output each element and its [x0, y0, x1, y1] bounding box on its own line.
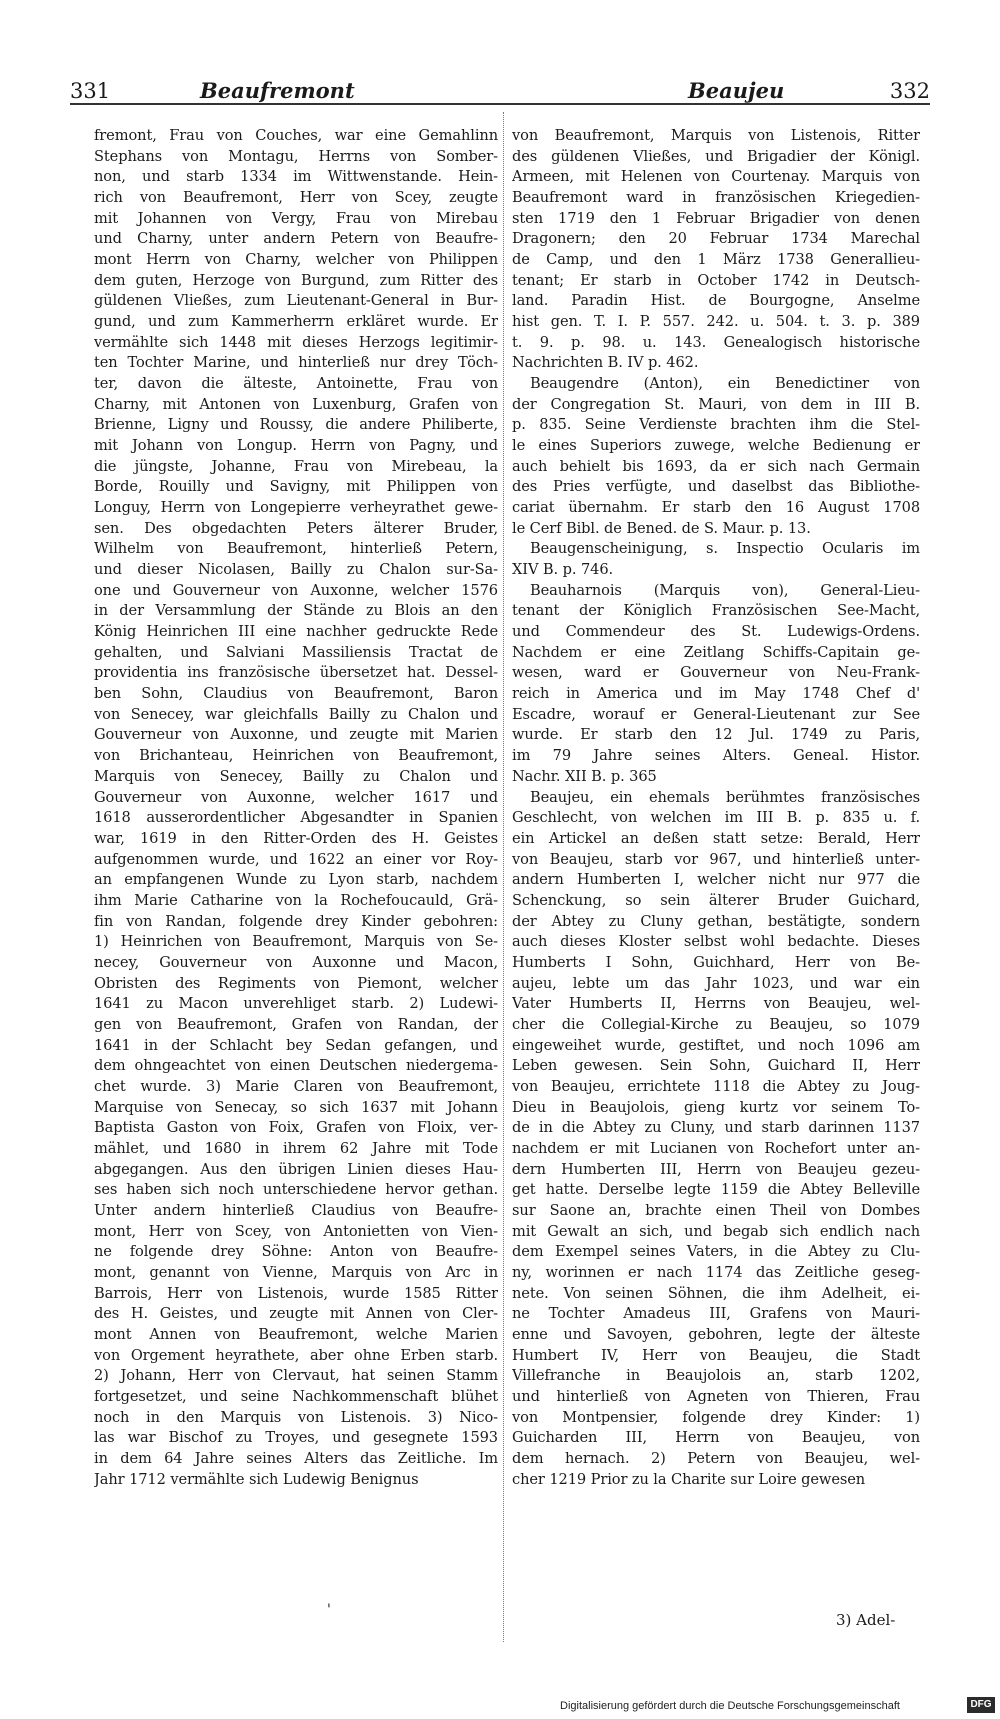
- text-line: get hatte. Derselbe legte 1159 die Abtey Belleville: [512, 1181, 920, 1199]
- text-line: sen. Des obgedachten Peters älterer Bruder,: [94, 519, 498, 537]
- text-line: las war Bischof zu Troyes, und gesegnete 1593: [94, 1429, 498, 1447]
- text-line: Brienne, Ligny und Roussy, die andere Philiberte,: [94, 416, 498, 434]
- text-line: fremont, Frau von Couches, war eine Gemahlinn: [94, 127, 498, 144]
- text-line: Beauharnois (Marquis von), General-Lieu-: [530, 581, 920, 599]
- text-line: XIV B. p. 746.: [512, 561, 614, 579]
- text-line: Nachrichten B. IV p. 462.: [512, 354, 699, 372]
- text-line: König Heinrichen III eine nachher gedruckte Rede: [94, 623, 498, 641]
- text-line: Barrois, Herr von Listenois, wurde 1585 Ritter: [94, 1284, 498, 1302]
- text-line: Charny, mit Antonen von Luxenburg, Grafen von: [94, 395, 498, 413]
- text-line: im 79 Jahre seines Alters. Geneal. Histor.: [512, 747, 920, 765]
- header-rule: [70, 103, 930, 105]
- text-line: 2) Johann, Herr von Clervaut, hat seinen Stamm: [94, 1367, 498, 1385]
- text-line: sur Saone an, brachte einen Theil von Dombes: [512, 1201, 920, 1219]
- text-line: ten Tochter Marine, und hinterließ nur drey Töch-: [94, 354, 498, 372]
- text-line: wurde. Er starb den 12 Jul. 1749 zu Paris,: [512, 726, 920, 744]
- text-line: noch in den Marquis von Listenois. 3) Nico-: [94, 1408, 498, 1426]
- left-text-column: [94, 126, 498, 1490]
- text-line: land. Paradin Hist. de Bourgogne, Anselme: [512, 292, 920, 310]
- text-line: 1) Heinrichen von Beaufremont, Marquis von Se-: [94, 933, 498, 951]
- text-line: der Congregation St. Mauri, von dem in III B.: [512, 395, 920, 413]
- text-line: von Senecey, war gleichfalls Bailly zu Chalon und: [94, 705, 498, 723]
- text-line: ses haben sich noch unterschiedene hervor gethan.: [94, 1181, 498, 1199]
- text-line: fin von Randan, folgende drey Kinder gebohren:: [94, 912, 498, 930]
- text-line: war, 1619 in den Ritter-Orden des H. Geistes: [94, 829, 498, 847]
- text-line: hist gen. T. I. P. 557. 242. u. 504. t. 3. p. 389: [512, 313, 920, 331]
- dfg-logo: DFG: [967, 1697, 995, 1713]
- text-line: dem guten, Herzoge von Burgund, zum Ritter des: [94, 271, 498, 289]
- text-line: Vater Humberts II, Herrns von Beaujeu, wel-: [512, 995, 920, 1013]
- text-line: auch behielt bis 1693, da er sich nach Germain: [512, 457, 920, 475]
- text-line: und Commendeur des St. Ludewigs-Ordens.: [512, 623, 920, 641]
- right-text-column: [512, 126, 920, 1490]
- text-line: Schenckung, so sein älterer Bruder Guichard,: [512, 891, 920, 909]
- text-line: an empfangenen Wunde zu Lyon starb, nachdem: [94, 871, 498, 889]
- text-line: enne und Savoyen, gebohren, legte der älteste: [512, 1325, 920, 1343]
- text-line: ter, davon die älteste, Antoinette, Frau von: [94, 375, 498, 393]
- text-line: Dragonern; den 20 Februar 1734 Marechal: [512, 230, 920, 248]
- text-line: t. 9. p. 98. u. 143. Genealogisch historische: [512, 333, 920, 351]
- text-line: le Cerf Bibl. de Bened. de S. Maur. p. 13.: [512, 519, 811, 537]
- text-line: le eines Superiors zuwege, welche Bedienung er: [512, 437, 920, 455]
- text-line: 1618 ausserordentlicher Abgesandter in Spanien: [94, 809, 498, 827]
- text-line: von Montpensier, folgende drey Kinder: 1): [512, 1408, 920, 1426]
- text-line: andern Humberten I, welcher nicht nur 977 die: [512, 871, 920, 889]
- running-header: [70, 76, 930, 116]
- text-line: ben Sohn, Claudius von Beaufremont, Baron: [94, 685, 498, 703]
- text-line: Wilhelm von Beaufremont, hinterließ Petern,: [94, 540, 498, 558]
- text-line: fortgesetzet, und seine Nachkommenschaft blühet: [94, 1387, 498, 1405]
- text-line: Obristen des Regiments von Piemont, welcher: [94, 974, 498, 992]
- stray-mark: ': [327, 1602, 331, 1618]
- text-line: und dieser Nicolasen, Bailly zu Chalon sur-Sa-: [94, 561, 498, 579]
- text-line: one und Gouverneur von Auxonne, welcher 1576: [94, 581, 498, 599]
- text-line: mit Johann von Longup. Herrn von Pagny, und: [94, 437, 498, 455]
- text-line: von Brichanteau, Heinrichen von Beaufremont,: [94, 747, 498, 765]
- text-line: Baptista Gaston von Foix, Grafen von Floix, ver-: [94, 1119, 498, 1137]
- text-line: auch dieses Kloster selbst wohl bedachte. Dieses: [512, 933, 920, 951]
- text-line: mählet, und 1680 in ihrem 62 Jahre mit Tode: [94, 1139, 498, 1157]
- text-line: Leben gewesen. Sein Sohn, Guichard II, Herr: [512, 1057, 920, 1075]
- text-line: ne folgende drey Söhne: Anton von Beaufre-: [94, 1243, 498, 1261]
- text-line: Nachdem er eine Zeitlang Schiffs-Capitain ge-: [512, 643, 920, 661]
- text-line: non, und starb 1334 im Wittwenstande. Hein-: [94, 168, 498, 186]
- text-line: Borde, Rouilly und Savigny, mit Philippen von: [94, 478, 498, 496]
- text-line: in dem 64 Jahre seines Alters das Zeitliche. Im: [94, 1450, 498, 1467]
- text-line: Dieu in Beaujolois, gieng kurtz vor seinem To-: [512, 1098, 920, 1116]
- text-line: Armeen, mit Helenen von Courtenay. Marquis von: [512, 168, 920, 186]
- text-line: ein Artickel an deßen statt setze: Berald, Herr: [512, 829, 920, 847]
- text-line: wesen, ward er Gouverneur von Neu-Frank-: [512, 664, 920, 682]
- text-line: mont Herrn von Charny, welcher von Philippen: [94, 251, 498, 269]
- text-line: Unter andern hinterließ Claudius von Beaufre-: [94, 1201, 498, 1219]
- text-line: Villefranche in Beaujolois an, starb 1202,: [512, 1367, 920, 1385]
- text-line: Beaujeu, ein ehemals berühmtes französisches: [530, 788, 920, 806]
- text-line: und Charny, unter andern Petern von Beaufre-: [94, 230, 498, 248]
- text-line: Guicharden III, Herrn von Beaujeu, von: [512, 1429, 920, 1447]
- text-line: tenant; Er starb in October 1742 in Deutsch-: [512, 271, 920, 289]
- page-number-right: 332: [889, 79, 930, 103]
- text-line: mont Annen von Beaufremont, welche Marien: [94, 1325, 498, 1343]
- text-line: von Orgement heyrathete, aber ohne Erben starb.: [94, 1346, 498, 1364]
- text-line: Gouverneur von Auxonne, und zeugte mit Marien: [94, 726, 498, 744]
- text-line: Humbert IV, Herr von Beaujeu, die Stadt: [512, 1346, 920, 1364]
- text-line: nete. Von seinen Söhnen, die ihm Adelheit, ei-: [512, 1284, 920, 1302]
- text-line: Longuy, Herrn von Longepierre verheyrathet gewe-: [94, 499, 498, 517]
- text-line: ne Tochter Amadeus III, Grafens von Mauri-: [512, 1305, 920, 1323]
- text-line: reich in America und im May 1748 Chef d': [512, 685, 920, 703]
- text-line: Escadre, worauf er General-Lieutenant zur See: [512, 705, 920, 723]
- running-head-left: Beaufremont: [200, 78, 355, 103]
- text-line: tenant der Königlich Französischen See-Macht,: [512, 602, 920, 620]
- text-line: de Camp, und den 1 März 1738 Generallieu-: [512, 251, 920, 269]
- text-line: von Beaufremont, Marquis von Listenois, Ritter: [512, 127, 920, 144]
- text-line: abgegangen. Aus den übrigen Linien dieses Hau-: [94, 1160, 498, 1178]
- catchword: 3) Adel-: [836, 1611, 896, 1629]
- text-line: von Beaujeu, starb vor 967, und hinterließ unter-: [512, 850, 920, 868]
- text-line: dem ohngeachtet von einen Deutschen niedergema-: [94, 1057, 498, 1075]
- text-line: gund, und zum Kammerherrn erkläret wurde. Er: [94, 313, 498, 331]
- text-line: cher 1219 Prior zu la Charite sur Loire gewesen: [512, 1470, 866, 1488]
- text-line: cariat übernahm. Er starb den 16 August 1708: [512, 499, 920, 517]
- text-line: Geschlecht, von welchen im III B. p. 835 u. f.: [512, 809, 920, 827]
- text-line: Humberts I Sohn, Guichhard, Herr von Be-: [512, 953, 920, 971]
- text-line: sten 1719 den 1 Februar Brigadier von denen: [512, 209, 920, 227]
- text-line: und hinterließ von Agneten von Thieren, Frau: [512, 1387, 920, 1405]
- text-line: die jüngste, Johanne, Frau von Mirebeau, la: [94, 457, 498, 475]
- text-line: Beaugenscheinigung, s. Inspectio Ocularis im: [530, 540, 920, 558]
- text-line: Gouverneur von Auxonne, welcher 1617 und: [94, 788, 498, 806]
- text-line: aujeu, lebte um das Jahr 1023, und war ein: [512, 974, 920, 992]
- text-line: vermählte sich 1448 mit dieses Herzogs legitimir-: [94, 333, 498, 351]
- text-line: Stephans von Montagu, Herrns von Somber-: [94, 147, 498, 165]
- text-line: dem Exempel seines Vaters, in die Abtey zu Clu-: [512, 1243, 920, 1261]
- text-line: mont, Herr von Scey, von Antonietten von Vien-: [94, 1222, 498, 1240]
- text-line: rich von Beaufremont, Herr von Scey, zeugte: [94, 189, 498, 207]
- text-line: mit Johannen von Vergy, Frau von Mirebau: [94, 209, 498, 227]
- text-line: eingeweihet wurde, gestiftet, und noch 1096 am: [512, 1036, 920, 1054]
- text-line: mont, genannt von Vienne, Marquis von Arc in: [94, 1263, 498, 1281]
- text-line: Nachr. XII B. p. 365: [512, 767, 657, 785]
- text-line: ny, worinnen er nach 1174 das Zeitliche geseg-: [512, 1263, 920, 1281]
- text-line: providentia ins französische übersetzet hat. Dessel-: [94, 664, 498, 682]
- text-line: p. 835. Seine Verdienste brachten ihm die Stel-: [512, 416, 920, 434]
- text-line: 1641 in der Schlacht bey Sedan gefangen, und: [94, 1036, 498, 1054]
- text-line: in der Versammlung der Stände zu Blois an den: [94, 602, 498, 620]
- column-divider: [503, 112, 504, 1642]
- text-line: güldenen Vließes, zum Lieutenant-General in Bur-: [94, 292, 498, 310]
- text-line: 1641 zu Macon unverehliget starb. 2) Ludewi-: [94, 995, 498, 1013]
- text-line: Marquise von Senecay, so sich 1637 mit Johann: [94, 1098, 498, 1116]
- text-line: de in die Abtey zu Cluny, und starb darinnen 1137: [512, 1119, 920, 1137]
- page-number-left: 331: [70, 79, 111, 103]
- text-line: Marquis von Senecey, Bailly zu Chalon und: [94, 767, 498, 785]
- text-line: nachdem er mit Lucianen von Rochefort unter an-: [512, 1139, 920, 1157]
- text-line: dern Humberten III, Herrn von Beaujeu gezeu-: [512, 1160, 920, 1178]
- running-head-right: Beaujeu: [688, 78, 785, 103]
- text-line: gen von Beaufremont, Grafen von Randan, der: [94, 1015, 498, 1033]
- text-line: aufgenommen wurde, und 1622 an einer vor Roy-: [94, 850, 498, 868]
- text-line: mit Gewalt an sich, und begab sich endlich nach: [512, 1222, 920, 1240]
- text-line: Beaugendre (Anton), ein Benedictiner von: [530, 375, 920, 393]
- text-line: necey, Gouverneur von Auxonne und Macon,: [94, 953, 498, 971]
- text-line: des Pries verfügte, und daselbst das Bibliothe-: [512, 478, 920, 496]
- text-line: ihm Marie Catharine von la Rochefoucauld, Grä-: [94, 891, 498, 909]
- text-line: chet wurde. 3) Marie Claren von Beaufremont,: [94, 1077, 498, 1095]
- text-line: dem hernach. 2) Petern von Beaujeu, wel-: [512, 1450, 920, 1467]
- text-line: des H. Geistes, und zeugte mit Annen von Cler-: [94, 1305, 498, 1323]
- text-line: cher die Collegial-Kirche zu Beaujeu, so 1079: [512, 1015, 920, 1033]
- text-line: von Beaujeu, errichtete 1118 die Abtey zu Joug-: [512, 1077, 920, 1095]
- text-line: Jahr 1712 vermählte sich Ludewig Benignus: [94, 1470, 419, 1488]
- footer-credit: Digitalisierung gefördert durch die Deutsche Forschungsgemeinschaft: [560, 1700, 900, 1712]
- text-line: der Abtey zu Cluny gethan, bestätigte, sondern: [512, 912, 920, 930]
- text-line: gehalten, und Salviani Massiliensis Tractat de: [94, 643, 498, 661]
- text-line: des güldenen Vließes, und Brigadier der Königl.: [512, 147, 920, 165]
- text-line: Beaufremont ward in französischen Kriegedien-: [512, 189, 920, 207]
